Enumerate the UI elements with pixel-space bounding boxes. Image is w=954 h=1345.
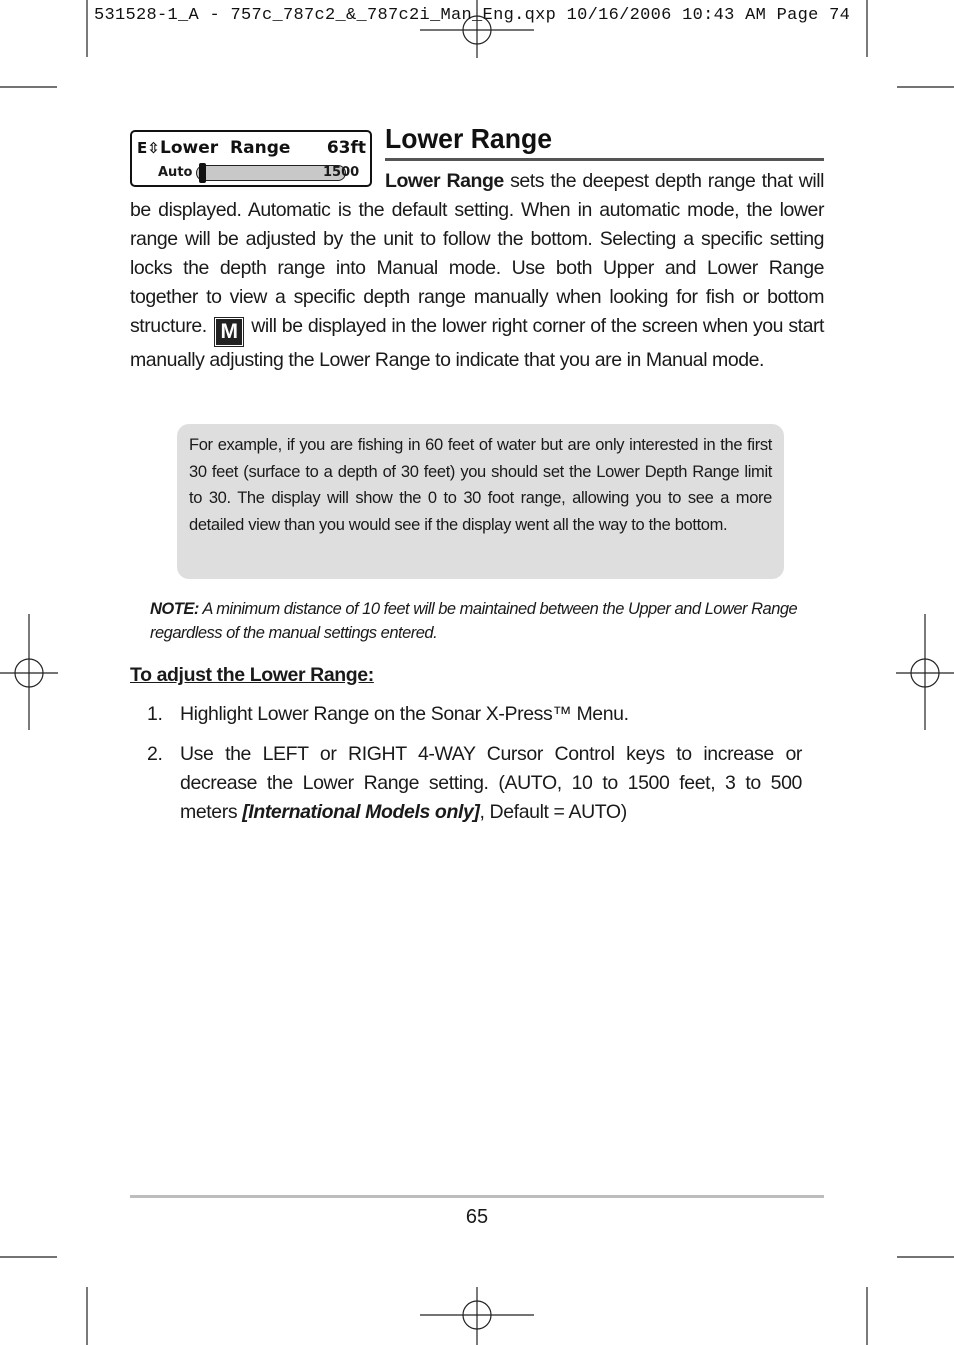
print-header: 531528-1_A - 757c_787c2_&_787c2i_Man_Eng.qxp 10/16/2006 10:43 AM Page 74 <box>94 6 851 25</box>
note-paragraph <box>150 597 802 645</box>
footer-rule <box>130 1195 824 1198</box>
slider-max-label: 1500 <box>323 165 360 180</box>
page-title: Lower Range <box>385 123 553 154</box>
manual-mode-icon: M <box>215 318 243 346</box>
step-item <box>130 740 802 827</box>
step-text: Highlight Lower Range on the Sonar X-Press™ Menu. <box>180 703 629 725</box>
page-number: 65 <box>465 1206 489 1228</box>
procedure-heading: To adjust the Lower Range: <box>130 664 374 686</box>
step-emphasis: [International Models only] <box>242 801 480 823</box>
note-label: NOTE: <box>150 600 199 618</box>
step-item <box>130 700 802 729</box>
menu-value: 63ft <box>326 138 366 158</box>
heading-underline <box>385 158 824 161</box>
example-box <box>177 424 784 579</box>
example-text: For example, if you are fishing in 60 feet of water but are only interested in the first 30 feet (surface to a depth of 30 feet) you should set the Lower Depth Range limit to 30. The display will show the 0 to 30 foot range, allowing you to see a more detailed view than you would see if the display went all the way to the bottom. <box>189 436 772 534</box>
slider-min-label: Auto <box>158 165 193 180</box>
lead-term: Lower Range <box>385 170 504 192</box>
note-text: A minimum distance of 10 feet will be maintained between the Upper and Lower Range regardless of the manual settings entered. <box>150 600 798 642</box>
menu-title-row <box>137 138 366 160</box>
menu-label: Lower Range <box>160 138 291 158</box>
step-text-before: Use the LEFT or RIGHT 4-WAY Cursor Control keys to increase or decrease the Lower Range setting. (AUTO, 10 to 1500 feet, 3 to 500 meters <box>180 743 802 823</box>
step-text <box>180 743 802 823</box>
description-text-1: sets the deepest depth range that will be displayed. Automatic is the default setting. When in automatic mode, the lower range will be adjusted by the unit to follow the bottom. Selecting a specific setting locks the depth range into Manual mode. Use both Upper and Lower Range together to view a specific depth range manually when looking for fish or bottom structure. <box>130 170 824 337</box>
step-number: 1. <box>147 703 163 725</box>
up-down-arrows-icon: E⇳ <box>137 139 160 157</box>
step-number: 2. <box>147 743 163 765</box>
description-text-2: will be displayed in the lower right corner of the screen when you start manually adjusting the Lower Range to indicate that you are in Manual mode. <box>130 315 824 371</box>
procedure-steps <box>130 700 802 838</box>
description-paragraph <box>130 167 824 375</box>
step-text-after: , Default = AUTO) <box>479 801 627 823</box>
